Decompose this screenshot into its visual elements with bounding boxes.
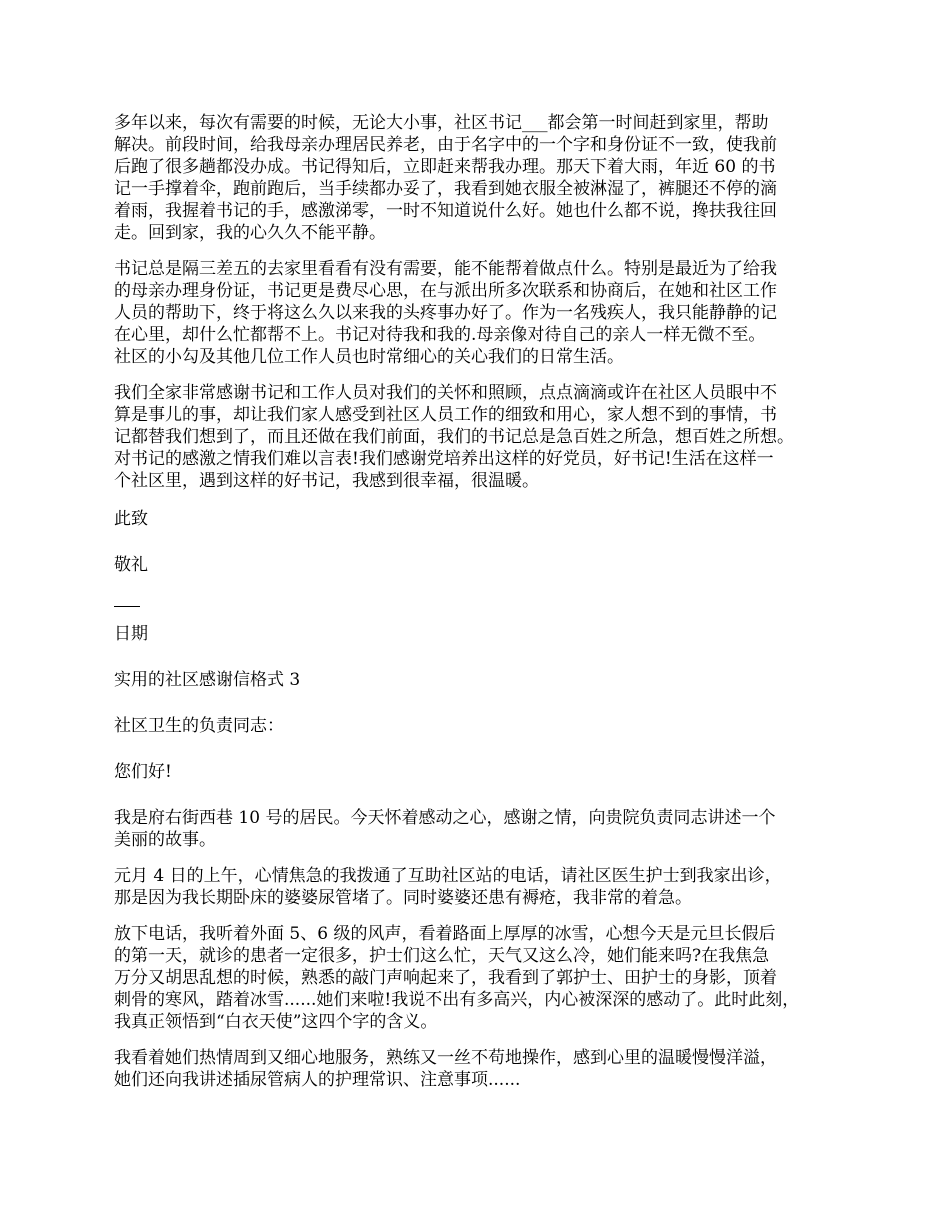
text-line: 她们还向我讲述插尿管病人的护理常识、注意事项......	[114, 1070, 521, 1090]
text-line: 我是府右街西巷 10 号的居民。今天怀着感动之心，感谢之情，向贵院负责同志讲述一个	[114, 808, 776, 828]
text-line: 我真正领悟到“白衣天使”这四个字的含义。	[114, 1012, 438, 1032]
letter3-paragraph-2	[114, 865, 854, 909]
text-line: 元月 4 日的上午，心情焦急的我拨通了互助社区站的电话，请社区医生护士到我家出诊，	[114, 866, 782, 886]
text-line: 放下电话，我听着外面 5、6 级的风声，看着路面上厚厚的冰雪，心想今天是元旦长假后	[114, 924, 776, 944]
letter3-salutation: 社区卫生的负责同志：	[114, 716, 284, 736]
text-line: 万分又胡思乱想的时候，熟悉的敲门声响起来了，我看到了郭护士、田护士的身影，顶着	[114, 968, 777, 988]
text-line: 着雨，我握着书记的手，感激涕零，一时不知道说什么好。她也什么都不说，搀扶我往回	[114, 201, 777, 221]
letter2-paragraph-1	[114, 112, 854, 244]
letter2-paragraph-2	[114, 258, 854, 368]
text-line: 我看着她们热情周到又细心地服务，熟练又一丝不苟地操作，感到心里的温暖慢慢洋溢，	[114, 1048, 777, 1068]
text-line: 人员的帮助下，终于将这么久以来我的头疼事办好了。作为一名残疾人，我只能静静的记	[114, 303, 777, 323]
text-line: 刺骨的寒风，踏着冰雪......她们来啦!我说不出有多高兴，内心被深深的感动了。此时此刻，	[114, 990, 800, 1010]
letter3-paragraph-3	[114, 923, 854, 1033]
text-line: 那是因为我长期卧床的婆婆尿管堵了。同时婆婆还患有褥疮，我非常的着急。	[114, 888, 692, 908]
letter3-greeting: 您们好!	[114, 762, 172, 782]
text-line: 解决。前段时间，给我母亲办理居民养老，由于名字中的一个字和身份证不一致，使我前	[114, 135, 777, 155]
text-line: 书记总是隔三差五的去家里看看有没有需要，能不能帮着做点什么。特别是最近为了给我	[114, 259, 777, 279]
text-line: 走。回到家，我的心久久不能平静。	[114, 223, 386, 243]
text-line: 在心里，却什么忙都帮不上。书记对待我和我的.母亲像对待自己的亲人一样无微不至。	[114, 325, 766, 345]
text-line: 多年以来，每次有需要的时候，无论大小事，社区书记___都会第一时间赶到家里，帮助	[114, 113, 769, 133]
text-line: 社区的小勾及其他几位工作人员也时常细心的关心我们的日常生活。	[114, 347, 624, 367]
document-page	[114, 112, 854, 1105]
letter3-paragraph-4	[114, 1047, 854, 1091]
date-label: 日期	[114, 624, 148, 644]
closing-jing-li: 敬礼	[114, 555, 148, 575]
text-line: 记都替我们想到了，而且还做在我们前面，我们的书记总是急百姓之所急，想百姓之所想。	[114, 427, 794, 447]
text-line: 后跑了很多趟都没办成。书记得知后，立即赶来帮我办理。那天下着大雨，年近 60 的书	[114, 157, 776, 177]
text-line: 美丽的故事。	[114, 830, 216, 850]
text-line: 算是事儿的事，却让我们家人感受到社区人员工作的细致和用心，家人想不到的事情，书	[114, 405, 777, 425]
text-line: 对书记的感激之情我们难以言表!我们感谢党培养出这样的好党员，好书记!生活在这样一	[114, 449, 774, 469]
text-line: 我们全家非常感谢书记和工作人员对我们的关怀和照顾，点点滴滴或许在社区人员眼中不	[114, 383, 777, 403]
text-line: 的母亲办理身份证，书记更是费尽心思，在与派出所多次联系和协商后，在她和社区工作	[114, 281, 777, 301]
text-line: 个社区里，遇到这样的好书记，我感到很幸福，很温暖。	[114, 471, 539, 491]
text-line: 的第一天，就诊的患者一定很多，护士们这么忙，天气又这么冷，她们能来吗?在我焦急	[114, 946, 770, 966]
text-line: 记一手撑着伞，跑前跑后，当手续都办妥了，我看到她衣服全被淋湿了，裤腿还不停的滴	[114, 179, 777, 199]
letter3-paragraph-1	[114, 807, 854, 851]
letter2-paragraph-3	[114, 382, 854, 492]
letter3-title: 实用的社区感谢信格式 3	[114, 670, 301, 690]
closing-ci-zhi: 此致	[114, 509, 148, 529]
signature-blank	[114, 606, 140, 607]
